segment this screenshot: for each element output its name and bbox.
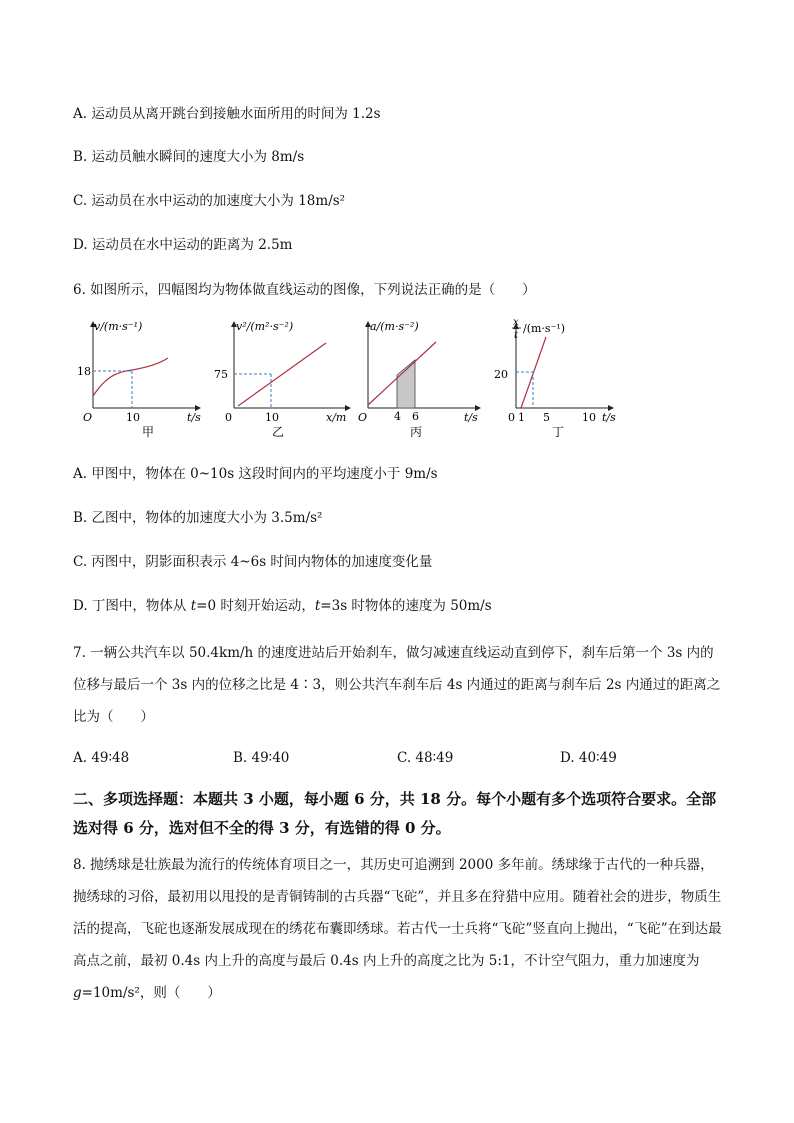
yi-ylabel: v²/(m²·s⁻²) bbox=[236, 320, 294, 333]
q7-stem: 7. 一辆公共汽车以 50.4km/h 的速度进站后开始刹车，做匀减速直线运动直到停下，刹车后第一个 3s 内的位移与最后一个 3s 内的位移之比是 4∶3，则公共汽车刹车后 4s 内通过的距离与刹车后 2s 内通过的距离之比为（ ） bbox=[73, 645, 721, 725]
ding-origin: 0 bbox=[508, 411, 515, 424]
yi-caption: 乙 bbox=[272, 425, 285, 439]
q6-stem: 6. 如图所示，四幅图均为物体做直线运动的图像，下列说法正确的是（ ） bbox=[73, 282, 536, 298]
yi-xtick: 10 bbox=[265, 411, 279, 424]
q7-option-c: C. 48∶49 bbox=[397, 750, 454, 766]
bing-xtick-6: 6 bbox=[412, 410, 419, 423]
ding-xtick-5: 5 bbox=[543, 411, 550, 424]
jia-xlabel: t/s bbox=[187, 411, 201, 424]
ding-xlabel: t/s bbox=[602, 411, 616, 424]
q8-stem-tail: =10m/s²，则（ ） bbox=[81, 985, 221, 1001]
q6-option-c: C. 丙图中，阴影面积表示 4~6s 时间内物体的加速度变化量 bbox=[73, 554, 433, 570]
q5-option-a: A. 运动员从离开跳台到接触水面所用的时间为 1.2s bbox=[73, 106, 381, 122]
ding-caption: 丁 bbox=[552, 425, 565, 439]
graph-ding bbox=[494, 317, 616, 439]
ding-ylabel-num: x bbox=[513, 317, 519, 328]
graph-bing bbox=[358, 320, 480, 439]
jia-caption: 甲 bbox=[142, 425, 155, 439]
yi-xlabel: x/m bbox=[326, 411, 347, 424]
q6-option-d-post: =3s 时物体的速度为 50m/s bbox=[320, 598, 492, 614]
bing-ylabel: a/(m·s⁻²) bbox=[370, 320, 419, 333]
q7-option-b: B. 49∶40 bbox=[233, 750, 290, 766]
q6-option-d-pre: D. 丁图中，物体从 bbox=[73, 598, 191, 614]
q6-figure bbox=[60, 312, 630, 442]
graph-jia bbox=[77, 320, 201, 439]
ding-xtick-10: 10 bbox=[582, 411, 596, 424]
q8-stem bbox=[73, 849, 725, 1009]
bing-shaded-area bbox=[397, 360, 415, 408]
q5-option-c: C. 运动员在水中运动的加速度大小为 18m/s² bbox=[73, 193, 346, 209]
yi-origin: 0 bbox=[225, 411, 232, 424]
q7-option-a: A. 49∶48 bbox=[73, 750, 130, 766]
jia-origin: O bbox=[83, 411, 93, 424]
section-heading: 二、多项选择题：本题共 3 小题，每小题 6 分，共 18 分。每个小题有多个选项符合要求。全部选对得 6 分，选对但不全的得 3 分，有选错的得 0 分。 bbox=[73, 790, 717, 837]
ding-ylabel-den: t bbox=[514, 330, 519, 341]
q8-stem-main: 8. 抛绣球是壮族最为流行的传统体育项目之一，其历史可追溯到 2000 多年前。绣球缘于古代的一种兵器，抛绣球的习俗，最初用以甩投的是青铜铸制的古兵器“飞砣”，并且多在狩猎中应用。随着社会的进步，物质生活的提高，飞砣也逐渐发展成现在的绣花布囊即绣球。若古代一士兵将“飞砣”竖直向上抛出，“飞砣”在到达最高点之前，最初 0.4s 内上升的高度与最后 0.4s 内上升的高度之比为 5:1，不计空气阻力，重力加速度为 bbox=[73, 857, 722, 969]
q6-option-d-mid: =0 时刻开始运动， bbox=[196, 598, 315, 614]
q5-option-b: B. 运动员触水瞬间的速度大小为 8m/s bbox=[73, 149, 305, 165]
yi-ytick: 75 bbox=[214, 368, 228, 381]
q6-option-a: A. 甲图中，物体在 0~10s 这段时间内的平均速度小于 9m/s bbox=[73, 466, 438, 482]
jia-ylabel: v/(m·s⁻¹) bbox=[94, 320, 143, 333]
q8-g: g bbox=[73, 985, 82, 1001]
q6-option-d-t2: t bbox=[314, 598, 321, 614]
jia-ytick: 18 bbox=[77, 365, 91, 378]
q5-option-d: D. 运动员在水中运动的距离为 2.5m bbox=[73, 237, 293, 253]
ding-ylabel-rest: /(m·s⁻¹) bbox=[523, 322, 566, 335]
bing-xlabel: t/s bbox=[464, 411, 478, 424]
jia-curve bbox=[93, 358, 168, 396]
jia-xtick: 10 bbox=[126, 411, 140, 424]
q7-option-d: D. 40∶49 bbox=[560, 750, 617, 766]
bing-origin: O bbox=[358, 411, 368, 424]
q6-option-d-t1: t bbox=[190, 598, 197, 614]
bing-xtick-4: 4 bbox=[394, 410, 401, 423]
graph-yi bbox=[214, 320, 350, 439]
q6-option-d bbox=[73, 596, 492, 616]
bing-caption: 丙 bbox=[410, 425, 423, 439]
ding-xtick-1: 1 bbox=[518, 411, 525, 424]
ding-ytick: 20 bbox=[494, 368, 508, 381]
q6-option-b: B. 乙图中，物体的加速度大小为 3.5m/s² bbox=[73, 510, 323, 526]
